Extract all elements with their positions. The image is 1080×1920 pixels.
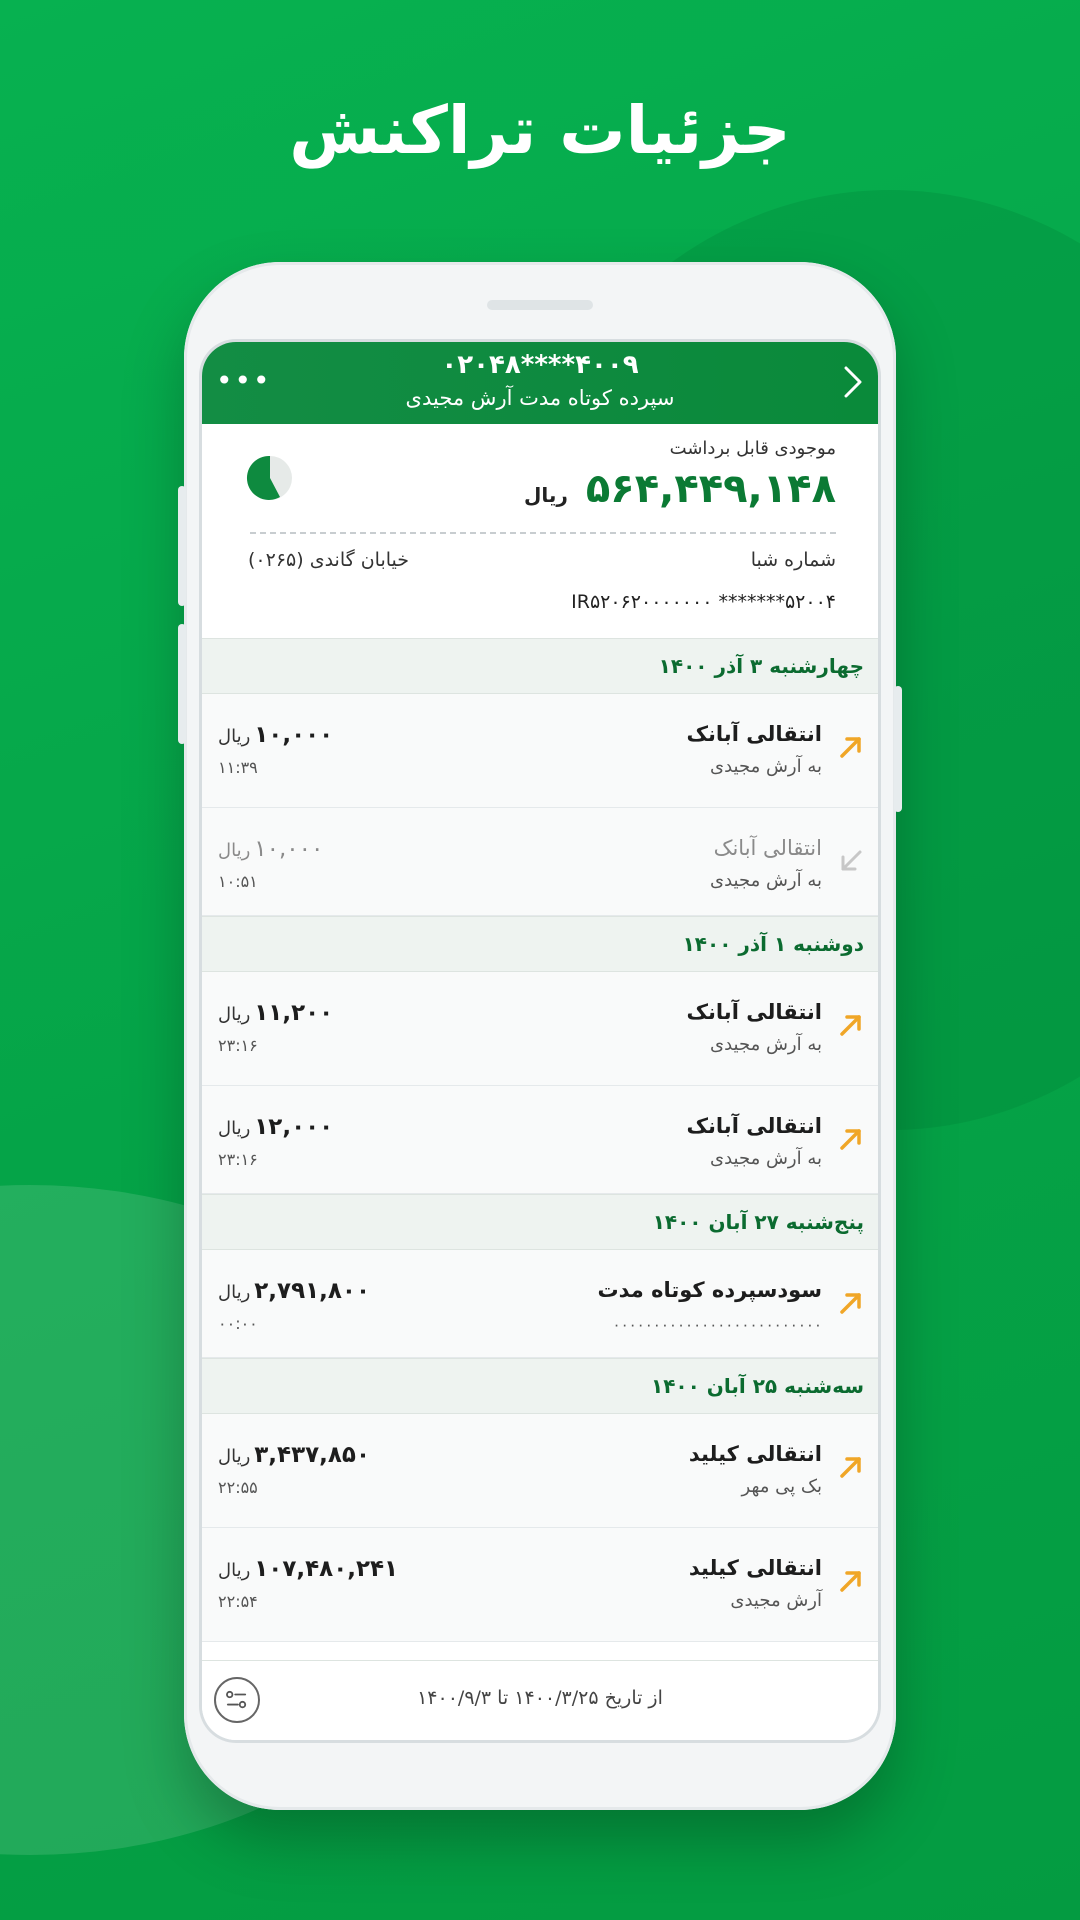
pie-chart-icon[interactable]: [246, 454, 294, 502]
amount-value: ۱۱,۲۰۰: [254, 1000, 334, 1026]
amount-currency: ریال: [218, 1282, 251, 1303]
amount-currency: ریال: [218, 1004, 251, 1025]
amount-value: ۱۰۷,۴۸۰,۲۴۱: [254, 1556, 399, 1582]
transaction-counterparty: به آرش مجیدی: [710, 1148, 822, 1169]
divider: [250, 532, 836, 534]
date-header: دوشنبه ۱ آذر ۱۴۰۰: [202, 916, 878, 972]
date-range-label: از تاریخ ۱۴۰۰/۳/۲۵ تا ۱۴۰۰/۹/۳: [417, 1687, 663, 1709]
transaction-amount: [218, 1114, 333, 1140]
transaction-counterparty: ۰۰۰۰۰۰۰۰۰۰۰۰۰۰۰۰۰۰۰۰۰۰۰۰۰۰: [612, 1316, 822, 1334]
amount-value: ۱۰,۰۰۰: [254, 836, 324, 862]
transaction-row[interactable]: [202, 972, 878, 1086]
amount-currency: ریال: [218, 1560, 251, 1581]
transaction-row[interactable]: [202, 1528, 878, 1642]
filter-icon[interactable]: [214, 1677, 260, 1723]
transaction-time: ۰۰:۰۰: [218, 1314, 258, 1333]
app-screen: [202, 342, 878, 1740]
amount-currency: ریال: [218, 1118, 251, 1139]
more-menu-icon[interactable]: •••: [216, 364, 272, 397]
phone-speaker: [487, 300, 593, 310]
transaction-counterparty: آرش مجیدی: [730, 1590, 822, 1611]
amount-value: ۳,۴۳۷,۸۵۰: [254, 1442, 371, 1468]
phone-frame: [184, 262, 896, 1810]
amount-currency: ریال: [218, 840, 251, 861]
transaction-counterparty: به آرش مجیدی: [710, 756, 822, 777]
outgoing-arrow-icon: [836, 1288, 866, 1318]
transaction-title: انتقالی آبانک: [713, 836, 822, 860]
phone-side-button: [894, 686, 902, 812]
branch-name: خیابان گاندی (۰۲۶۵): [248, 549, 410, 571]
transaction-time: ۲۲:۵۴: [218, 1592, 258, 1611]
page-headline: جزئیات تراکنش: [289, 92, 791, 169]
transaction-amount: [218, 1442, 370, 1468]
transaction-title: انتقالی آبانک: [686, 1114, 822, 1138]
transaction-row[interactable]: [202, 1414, 878, 1528]
transaction-counterparty: به آرش مجیدی: [710, 870, 822, 891]
transaction-amount: [218, 1000, 333, 1026]
balance-label: موجودی قابل برداشت: [669, 438, 836, 459]
outgoing-arrow-icon: [836, 1010, 866, 1040]
transaction-title: انتقالی کیلید: [688, 1442, 822, 1466]
transaction-row[interactable]: [202, 1250, 878, 1358]
transaction-time: ۱۰:۵۱: [218, 872, 258, 891]
transaction-title: انتقالی آبانک: [686, 722, 822, 746]
amount-currency: ریال: [218, 1446, 251, 1467]
balance-value: ۵۶۴,۴۴۹,۱۴۸: [585, 466, 836, 512]
transaction-time: ۲۳:۱۶: [218, 1036, 258, 1055]
transaction-amount: [218, 1278, 370, 1304]
sheba-label: شماره شبا: [750, 549, 836, 571]
transaction-row[interactable]: [202, 694, 878, 808]
chevron-right-icon[interactable]: [838, 362, 868, 402]
balance-amount: [524, 466, 836, 512]
outgoing-arrow-icon: [836, 1566, 866, 1596]
amount-value: ۲,۷۹۱,۸۰۰: [254, 1278, 371, 1304]
account-number: ۰۲۰۴۸****۴۰۰۹: [441, 350, 639, 380]
balance-currency: ریال: [524, 483, 568, 507]
transaction-amount: [218, 722, 333, 748]
transaction-title: انتقالی کیلید: [688, 1556, 822, 1580]
account-name: سپرده کوتاه مدت آرش مجیدی: [405, 386, 675, 410]
transaction-counterparty: به آرش مجیدی: [710, 1034, 822, 1055]
app-header: [202, 342, 878, 424]
outgoing-arrow-icon: [836, 732, 866, 762]
phone-side-button: [178, 624, 186, 744]
sheba-number: IR۵۲۰۶۲۰۰۰۰۰۰۰ *******۵۲۰۰۴: [571, 591, 836, 613]
amount-value: ۱۲,۰۰۰: [254, 1114, 334, 1140]
date-header: پنج‌شنبه ۲۷ آبان ۱۴۰۰: [202, 1194, 878, 1250]
outgoing-arrow-icon: [836, 1124, 866, 1154]
outgoing-arrow-icon: [836, 1452, 866, 1482]
date-range-footer: [202, 1660, 878, 1740]
date-header: سه‌شنبه ۲۵ آبان ۱۴۰۰: [202, 1358, 878, 1414]
amount-value: ۱۰,۰۰۰: [254, 722, 334, 748]
transaction-time: ۲۳:۱۶: [218, 1150, 258, 1169]
date-header: چهارشنبه ۳ آذر ۱۴۰۰: [202, 638, 878, 694]
transaction-title: انتقالی آبانک: [686, 1000, 822, 1024]
transaction-counterparty: بک پی مهر: [741, 1476, 822, 1497]
amount-currency: ریال: [218, 726, 251, 747]
transaction-amount: [218, 1556, 398, 1582]
transaction-time: ۲۲:۵۵: [218, 1478, 258, 1497]
transaction-title: سودسپرده کوتاه مدت: [597, 1278, 822, 1302]
transaction-amount: [218, 836, 323, 862]
balance-card: [202, 424, 878, 638]
transaction-time: ۱۱:۳۹: [218, 758, 258, 777]
transaction-row[interactable]: [202, 808, 878, 916]
transaction-row[interactable]: [202, 1086, 878, 1194]
incoming-arrow-icon: [836, 846, 866, 876]
phone-side-button: [178, 486, 186, 606]
